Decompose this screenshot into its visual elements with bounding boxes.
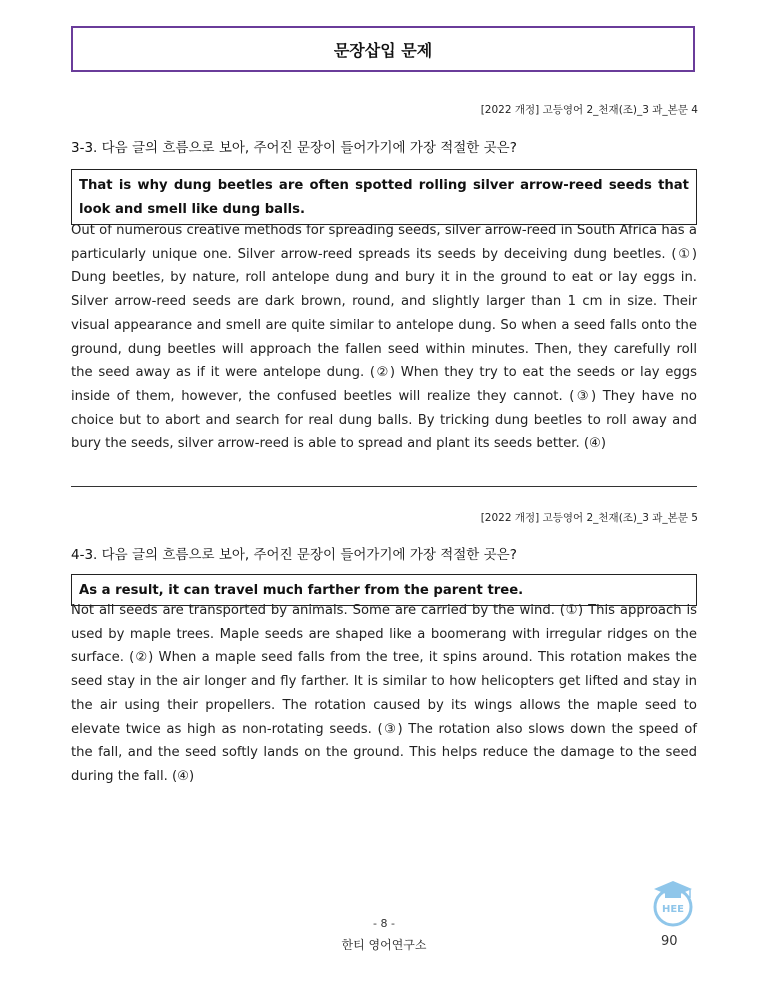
q4-given-sentence: As a result, it can travel much farther from the parent tree.	[79, 583, 524, 598]
q4-source: [2022 개정] 고등영어 2_천재(조)_3 과_본문 5	[480, 512, 698, 524]
section-divider	[71, 486, 697, 487]
q4-question: 4-3. 다음 글의 흐름으로 보아, 주어진 문장이 들어가기에 가장 적절한 곳은?	[71, 547, 517, 563]
page-title-box	[71, 26, 695, 72]
page-title: 문장삽입 문제	[333, 40, 433, 60]
q3-question: 3-3. 다음 글의 흐름으로 보아, 주어진 문장이 들어가기에 가장 적절한 곳은?	[71, 140, 517, 156]
q3-source: [2022 개정] 고등영어 2_천재(조)_3 과_본문 4	[480, 104, 698, 116]
page-number: - 8 -	[373, 917, 395, 930]
logo-text: HEE	[661, 904, 685, 915]
page-count: 90	[661, 934, 678, 949]
institute-name: 한티 영어연구소	[341, 938, 427, 952]
hee-logo-icon	[648, 878, 698, 928]
q4-passage: Not all seeds are transported by animals. Some are carried by the wind. (①) This approach is used by maple trees. Maple seeds are shaped like a boomerang with irregular ridges on the surface. (②) When a maple seed falls from the tree, it spins around. This rotation makes the seed stay in the air longer and fly farther. It is similar to how helicopters get lifted and stay in the air using their propellers. The rotation caused by its wings allows the maple seed to elevate twice as high as non-rotating seeds. (③) The rotation also slows down the speed of the fall, and the seed softly lands on the ground. This helps reduce the damage to the seed during the fall. (④)	[71, 603, 697, 784]
q3-given-sentence: That is why dung beetles are often spotted rolling silver arrow-reed seeds that look and smell like dung balls.	[79, 178, 689, 217]
q3-passage: Out of numerous creative methods for spreading seeds, silver arrow-reed in South Africa has a particularly unique one. Silver arrow-reed spreads its seeds by deceiving dung beetles. (①) Dung beetles, by nature, roll antelope dung and bury it in the ground to eat or lay eggs in. Silver arrow-reed seeds are dark brown, round, and slightly larger than 1 cm in size. Their visual appearance and smell are quite similar to antelope dung. So when a seed falls onto the ground, dung beetles will approach the fallen seed within minutes. Then, they carefully roll the seed away as if it were antelope dung. (②) When they try to eat the seeds or lay eggs inside of them, however, the confused beetles will realize they cannot. (③) They have no choice but to abort and search for real dung balls. By tricking dung beetles to roll away and bury the seeds, silver arrow-reed is able to spread and plant its seeds better. (④)	[71, 223, 697, 452]
q3-given-sentence-box	[71, 169, 697, 225]
